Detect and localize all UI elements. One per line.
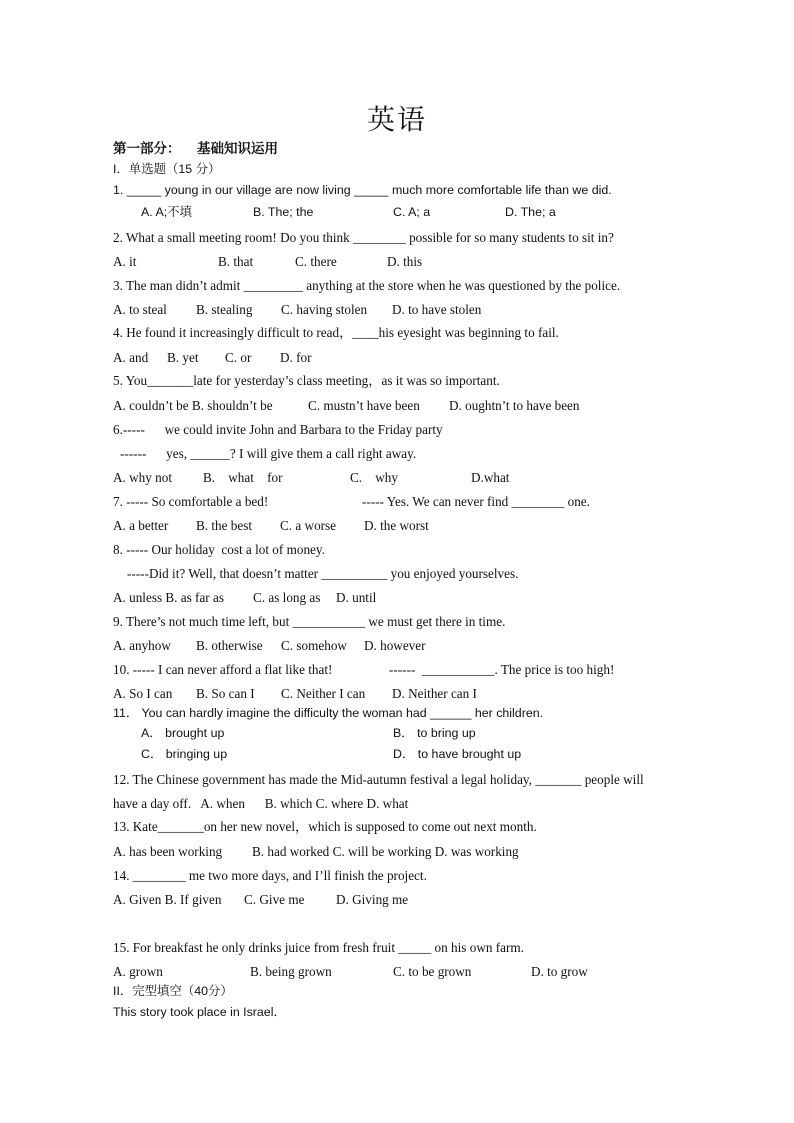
- question-6-option-c: C. why: [350, 470, 398, 485]
- question-6-line-1: 6.----- we could invite John and Barbara to the Friday party: [113, 422, 443, 437]
- part-name: 基础知识运用: [197, 141, 278, 157]
- question-15-option-d: D. to grow: [531, 964, 588, 979]
- question-1-option-b: B. The; the: [253, 205, 314, 219]
- question-2-stem: 2. What a small meeting room! Do you think ________ possible for so many students to sit in?: [113, 230, 614, 245]
- question-6-line-2: ------ yes, ______? I will give them a call right away.: [120, 446, 417, 461]
- question-8-option-ab: A. unless B. as far as: [113, 590, 224, 605]
- question-10-option-a: A. So I can: [113, 686, 173, 701]
- question-6-option-b: B. what for: [203, 470, 283, 485]
- question-8-option-c: C. as long as: [253, 590, 321, 605]
- question-10-option-c: C. Neither I can: [281, 686, 366, 701]
- question-10-line-right: ------ ___________. The price is too high!: [389, 662, 615, 677]
- question-13-option-a: A. has been working: [113, 844, 223, 859]
- question-15-option-c: C. to be grown: [393, 964, 472, 979]
- question-3-stem: 3. The man didn’t admit _________ anything at the store when he was questioned by the police.: [113, 278, 621, 293]
- question-11-option-a: A． brought up: [141, 726, 225, 740]
- question-14-option-ab: A. Given B. If given: [113, 892, 222, 907]
- question-3-option-c: C. having stolen: [281, 302, 368, 317]
- question-11-option-c: C． bringing up: [141, 747, 228, 761]
- question-9-option-d: D. however: [364, 638, 426, 653]
- question-8-option-d: D. until: [336, 590, 377, 605]
- question-11-option-d: D． to have brought up: [393, 747, 522, 761]
- question-9-stem: 9. There’s not much time left, but ___________ we must get there in time.: [113, 614, 506, 629]
- section-heading-1: I．单选题（15 分）: [113, 162, 221, 176]
- question-7-option-d: D. the worst: [364, 518, 429, 533]
- question-9-option-b: B. otherwise: [196, 638, 263, 653]
- question-3-option-a: A. to steal: [113, 302, 167, 317]
- question-7-option-c: C. a worse: [280, 518, 337, 533]
- question-9-option-c: C. somehow: [281, 638, 347, 653]
- question-14-option-c: C. Give me: [244, 892, 305, 907]
- question-4-option-a: A. and: [113, 350, 149, 365]
- question-5-option-ab: A. couldn’t be B. shouldn’t be: [113, 398, 273, 413]
- part-label: 第一部分：: [113, 141, 181, 157]
- question-2-option-a: A. it: [113, 254, 137, 269]
- question-2-option-d: D. this: [387, 254, 423, 269]
- question-7-option-b: B. the best: [196, 518, 253, 533]
- question-7-option-a: A. a better: [113, 518, 169, 533]
- question-10-line-left: 10. ----- I can never afford a flat like that!: [113, 662, 333, 677]
- question-5-stem: 5. You_______late for yesterday’s class meeting，as it was so important.: [113, 373, 500, 388]
- question-15-option-b: B. being grown: [250, 964, 332, 979]
- question-5-option-c: C. mustn’t have been: [308, 398, 420, 413]
- question-10-option-b: B. So can I: [196, 686, 255, 701]
- question-11-stem: 11． You can hardly imagine the difficulty the woman had ______ her children.: [113, 706, 544, 720]
- story-intro: This story took place in Israel．: [113, 1005, 286, 1019]
- question-1-option-c: C. A; a: [393, 205, 431, 219]
- question-7-line-right: ----- Yes. We can never find ________ one.: [362, 494, 590, 509]
- question-11-option-b: B． to bring up: [393, 726, 476, 740]
- question-8-line-2: -----Did it? Well, that doesn’t matter __________ you enjoyed yourselves.: [127, 566, 519, 581]
- question-4-stem: 4. He found it increasingly difficult to read，____his eyesight was beginning to fail.: [113, 325, 559, 340]
- question-1-option-d: D. The; a: [505, 205, 556, 219]
- question-12-line-1: 12. The Chinese government has made the Mid-autumn festival a legal holiday, _______ people will: [113, 772, 644, 787]
- question-14-option-d: D. Giving me: [336, 892, 409, 907]
- question-6-option-a: A. why not: [113, 470, 172, 485]
- question-7-line-left: 7. ----- So comfortable a bed!: [113, 494, 269, 509]
- question-3-option-d: D. to have stolen: [392, 302, 482, 317]
- question-1-option-a: A. A;不填: [141, 205, 192, 219]
- question-15-option-a: A. grown: [113, 964, 163, 979]
- page-title: 英语: [366, 103, 427, 136]
- question-2-option-c: C. there: [295, 254, 337, 269]
- question-12-line-2: have a day off. A. when B. which C. where D. what: [113, 796, 409, 811]
- question-4-option-b: B. yet: [167, 350, 199, 365]
- question-13-option-bcd: B. had worked C. will be working D. was working: [252, 844, 519, 859]
- question-14-stem: 14. ________ me two more days, and I’ll finish the project.: [113, 868, 427, 883]
- question-4-option-c: C. or: [225, 350, 252, 365]
- question-1-stem: 1. _____ young in our village are now living _____ much more comfortable life than we did.: [113, 183, 612, 197]
- question-6-option-d: D.what: [471, 470, 510, 485]
- question-2-option-b: B. that: [218, 254, 254, 269]
- question-13-stem: 13. Kate_______on her new novel，which is supposed to come out next month.: [113, 819, 537, 834]
- question-3-option-b: B. stealing: [196, 302, 253, 317]
- question-8-line-1: 8. ----- Our holiday cost a lot of money.: [113, 542, 325, 557]
- question-5-option-d: D. oughtn’t to have been: [449, 398, 580, 413]
- question-9-option-a: A. anyhow: [113, 638, 171, 653]
- question-10-option-d: D. Neither can I: [392, 686, 477, 701]
- question-4-option-d: D. for: [280, 350, 312, 365]
- section-heading-2: II．完型填空（40分）: [113, 984, 233, 998]
- question-15-stem: 15. For breakfast he only drinks juice from fresh fruit _____ on his own farm.: [113, 940, 524, 955]
